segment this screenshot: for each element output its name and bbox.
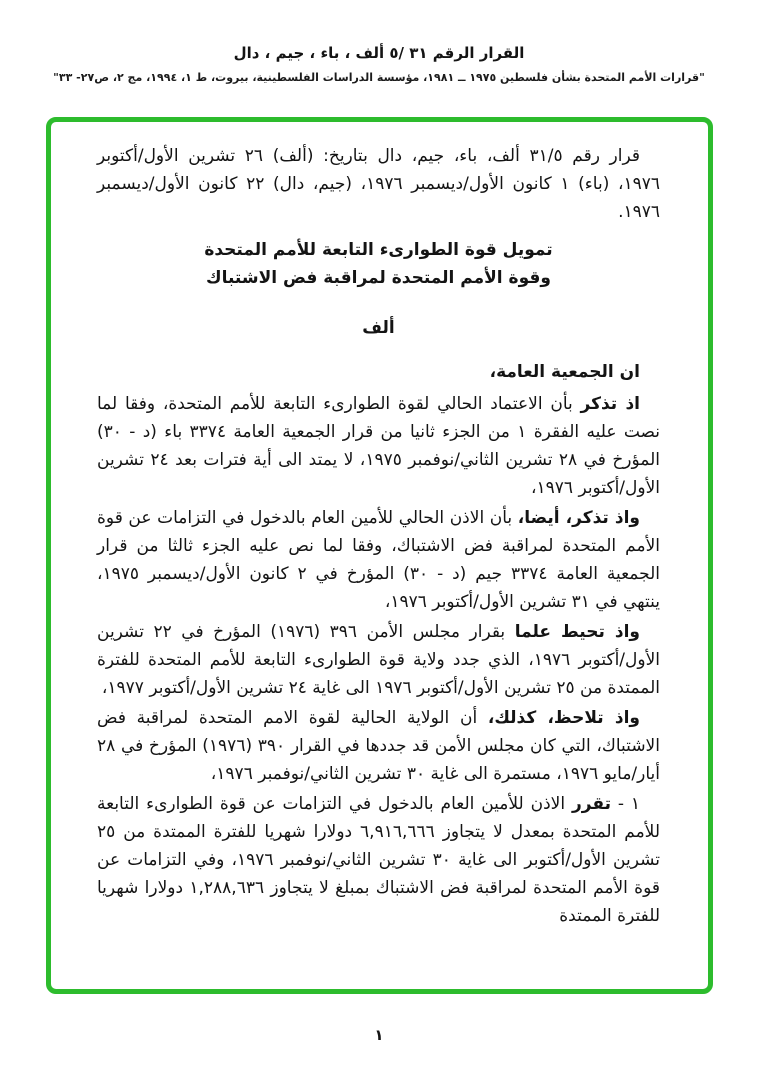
paragraph-recalling-2: [97, 504, 660, 616]
resolution-body: [51, 122, 708, 930]
paragraph-text: بقرار مجلس الأمن ٣٩٦ (١٩٧٦) المؤرخ في ٢٢ تشرين الأول/أكتوبر ١٩٧٦، الذي جدد ولاية قوة الطوارىء التابعة للأمم المتحدة للفترة الممتدة من ٢٥ تشرين الأول/أكتوبر ١٩٧٦ الى غاية ٢٤ تشرين الأول/أكتوبر ١٩٧٧،: [97, 622, 660, 698]
preamble-line: ان الجمعية العامة،: [489, 362, 640, 382]
paragraph-text: بأن الاذن الحالي للأمين العام بالدخول في التزامات عن قوة الأمم المتحدة لمراقبة فض الاشتباك، وفقا لما نص عليه الجزء ثالثا من قرار الجمعية العامة ٣٣٧٤ جيم (د - ٣٠) المؤرخ في ٢ كانون الأول/ديسمبر ١٩٧٥، ينتهي في ٣١ تشرين الأول/أكتوبر ١٩٧٦،: [97, 508, 660, 612]
paragraph-noting: [97, 704, 660, 788]
page-header: [0, 0, 758, 84]
resolution-header-title: القرار الرقم ٣١ /٥ ألف ، باء ، جيم ، دال: [233, 44, 525, 62]
paragraph-lead: واذ تلاحظ، كذلك،: [487, 708, 640, 728]
resolution-intro-text: قرار رقم ٣١/٥ ألف، باء، جيم، دال بتاريخ: (ألف) ٢٦ تشرين الأول/أكتوبر ١٩٧٦، (باء) ١ كانون الأول/ديسمبر ١٩٧٦، (جيم، دال) ٢٢ كانون الأول/ديسمبر ١٩٧٦.: [97, 146, 660, 222]
green-border-frame: [46, 117, 713, 994]
page-number: ١: [374, 1026, 384, 1044]
resolution-title-line2: وقوة الأمم المتحدة لمراقبة فض الاشتباك: [206, 268, 551, 288]
paragraph-lead: اذ تذكر: [580, 394, 640, 414]
paragraph-operative-1: [97, 790, 660, 930]
paragraph-lead: تقرر: [571, 794, 611, 814]
paragraph-recalling-1: [97, 390, 660, 502]
paragraph-taking-note: [97, 618, 660, 702]
section-heading-alif: ألف: [362, 318, 395, 338]
paragraph-text: أن الولاية الحالية لقوة الامم المتحدة لمراقبة فض الاشتباك، التي كان مجلس الأمن قد جددها في القرار ٣٩٠ (١٩٧٦) المؤرخ في ٢٨ أيار/مايو ١٩٧٦، مستمرة الى غاية ٣٠ تشرين الثاني/نوفمبر ١٩٧٦،: [97, 708, 660, 784]
source-citation: "قرارات الأمم المتحدة بشأن فلسطين ١٩٧٥ ــ ١٩٨١، مؤسسة الدراسات الفلسطينية، بيروت، ط ١، ١٩٩٤، مج ٢، ص٢٧- ٣٣": [53, 71, 705, 84]
paragraph-lead: واذ تحيط علما: [514, 622, 641, 642]
paragraph-text: الاذن للأمين العام بالدخول في التزامات عن قوة الطوارىء التابعة للأمم المتحدة بمعدل لا يتجاوز ٦,٩١٦,٦٦٦ دولارا شهريا للفترة الممتدة من ٢٥ تشرين الأول/أكتوبر الى غاية ٣٠ تشرين الثاني/نوفمبر ١٩٧٦، وفي التزامات عن قوة الأمم المتحدة لمراقبة فض الاشتباك بمبلغ لا يتجاوز ١,٢٨٨,٦٣٦ دولارا شهريا للفترة الممتدة: [97, 794, 661, 926]
paragraph-lead: واذ تذكر، أيضا،: [517, 508, 640, 528]
paragraph-number-prefix: ١ -: [610, 794, 640, 814]
resolution-intro-paragraph: [97, 142, 660, 226]
paragraph-text: بأن الاعتماد الحالي لقوة الطوارىء التابعة للأمم المتحدة، وفقا لما نصت عليه الفقرة ١ من الجزء ثانيا من قرار الجمعية العامة ٣٣٧٤ باء (د - ٣٠) المؤرخ في ٢٨ تشرين الثاني/نوفمبر ١٩٧٥، لا يمتد الى أية فترات بعد ٢٤ تشرين الأول/أكتوبر ١٩٧٦،: [97, 394, 661, 498]
resolution-title-line1: تمويل قوة الطوارىء التابعة للأمم المتحدة: [204, 240, 553, 260]
